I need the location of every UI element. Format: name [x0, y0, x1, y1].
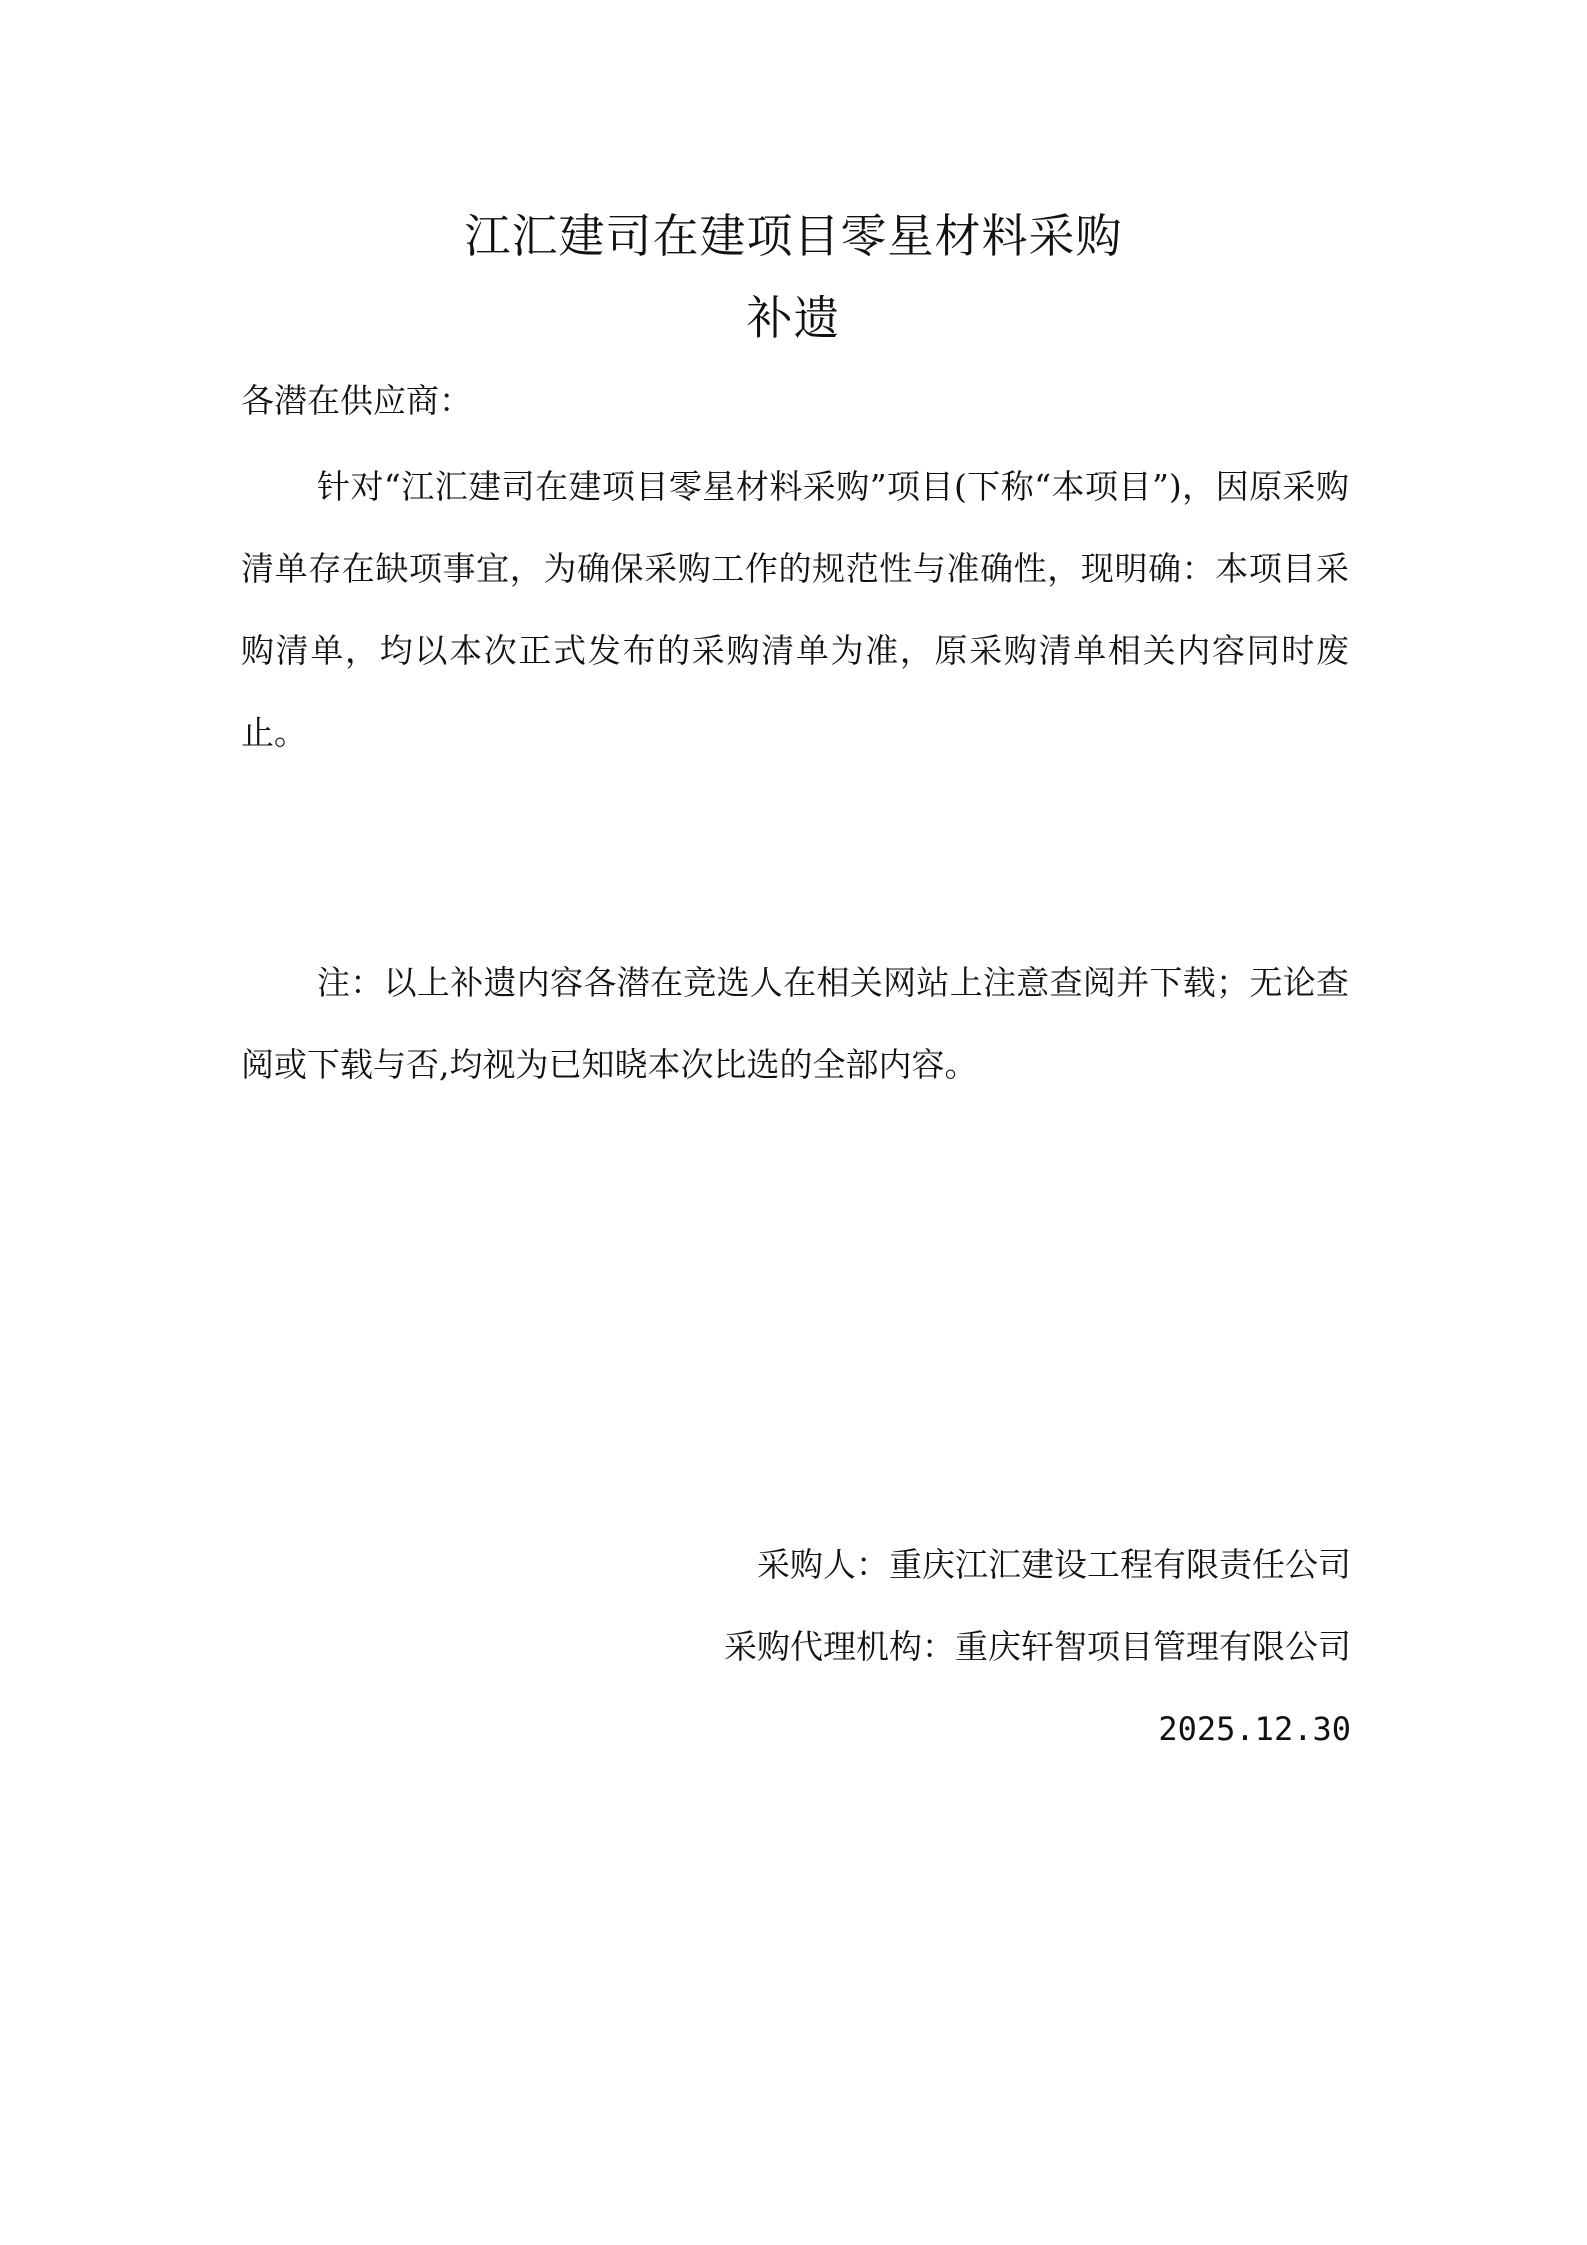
- body-paragraph: 针对“江汇建司在建项目零星材料采购”项目(下称“本项目”)，因原采购清单存在缺项事宜，为确保采购工作的规范性与准确性，现明确：本项目采购清单，均以本次正式发布的采购清单为准，原采购清单相关内容同时废止。: [241, 467, 1349, 752]
- buyer-signature: 采购人：重庆江汇建设工程有限责任公司: [757, 1545, 1351, 1584]
- document-title: 江汇建司在建项目零星材料采购: [464, 209, 1123, 263]
- document-subtitle: 补遗: [746, 291, 841, 345]
- agent-signature: 采购代理机构：重庆轩智项目管理有限公司: [724, 1627, 1351, 1666]
- note-paragraph: 注：以上补遗内容各潜在竞选人在相关网站上注意查阅并下载；无论查阅或下载与否,均视为已知晓本次比选的全部内容。: [241, 963, 1349, 1084]
- document-date: 2025.12.30: [1158, 1710, 1351, 1748]
- salutation: 各潜在供应商：: [241, 381, 472, 420]
